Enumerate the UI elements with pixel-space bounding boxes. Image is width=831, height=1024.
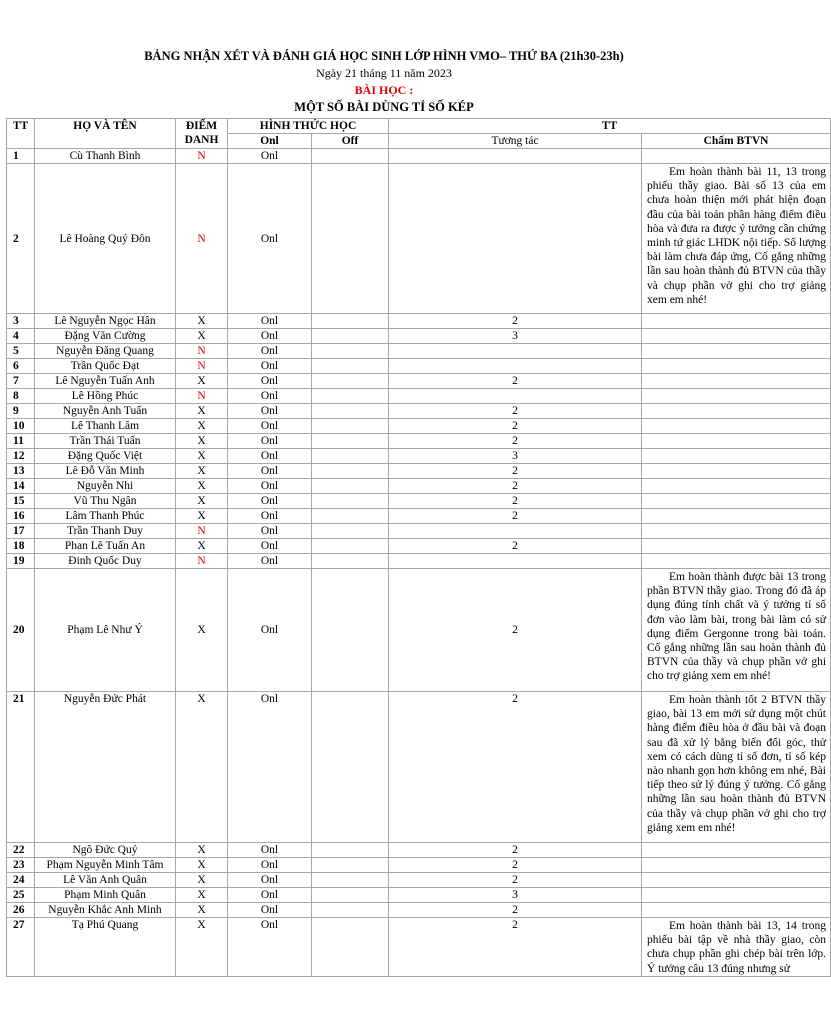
cell-homework-comment [642,419,831,434]
cell-interaction: 2 [389,374,642,389]
cell-name: Vũ Thu Ngân [35,494,176,509]
cell-attendance: X [176,692,228,843]
cell-attendance: N [176,524,228,539]
cell-attendance: N [176,554,228,569]
cell-tt: 6 [7,359,35,374]
cell-attendance: X [176,494,228,509]
cell-off [312,449,389,464]
cell-attendance: X [176,374,228,389]
cell-tt: 13 [7,464,35,479]
evaluation-table [6,118,831,977]
table-row [7,449,831,464]
col-off: Off [312,134,389,149]
cell-name: Nguyễn Anh Tuấn [35,404,176,419]
cell-off [312,329,389,344]
cell-onl: Onl [228,479,312,494]
cell-interaction: 3 [389,449,642,464]
cell-homework-comment [642,329,831,344]
table-row [7,858,831,873]
cell-name: Nguyễn Khắc Anh Minh [35,903,176,918]
table-row [7,329,831,344]
cell-attendance: X [176,873,228,888]
table-row [7,539,831,554]
table-row [7,692,831,843]
cell-attendance: X [176,888,228,903]
cell-tt: 12 [7,449,35,464]
cell-homework-comment [642,903,831,918]
table-row [7,389,831,404]
cell-interaction [389,389,642,404]
cell-onl: Onl [228,554,312,569]
cell-tt: 2 [7,164,35,314]
cell-name: Lê Nguyễn Tuấn Anh [35,374,176,389]
cell-homework-comment [642,858,831,873]
cell-homework-comment [642,873,831,888]
cell-onl: Onl [228,858,312,873]
cell-tt: 5 [7,344,35,359]
cell-onl: Onl [228,494,312,509]
table-row [7,374,831,389]
col-attendance: ĐIỂM DANH [176,119,228,149]
cell-interaction: 2 [389,479,642,494]
cell-tt: 22 [7,843,35,858]
cell-off [312,873,389,888]
col-homework: Chấm BTVN [642,134,831,149]
cell-onl: Onl [228,464,312,479]
cell-interaction [389,359,642,374]
cell-onl: Onl [228,374,312,389]
cell-tt: 4 [7,329,35,344]
cell-attendance: X [176,329,228,344]
cell-tt: 21 [7,692,35,843]
cell-off [312,374,389,389]
cell-tt: 8 [7,389,35,404]
cell-onl: Onl [228,843,312,858]
cell-attendance: X [176,509,228,524]
cell-onl: Onl [228,434,312,449]
cell-name: Nguyễn Đăng Quang [35,344,176,359]
cell-attendance: X [176,843,228,858]
cell-tt: 23 [7,858,35,873]
cell-off [312,149,389,164]
cell-name: Phan Lê Tuấn An [35,539,176,554]
cell-off [312,419,389,434]
cell-homework-comment [642,389,831,404]
cell-attendance: N [176,389,228,404]
cell-homework-comment [642,843,831,858]
col-interaction: Tương tác [389,134,642,149]
cell-interaction [389,524,642,539]
cell-name: Lê Hồng Phúc [35,389,176,404]
cell-name: Lê Hoàng Quý Đôn [35,164,176,314]
cell-tt: 3 [7,314,35,329]
cell-homework-comment [642,524,831,539]
cell-onl: Onl [228,359,312,374]
cell-name: Ngô Đức Quý [35,843,176,858]
cell-onl: Onl [228,389,312,404]
cell-interaction: 2 [389,314,642,329]
cell-interaction: 2 [389,918,642,977]
cell-attendance: N [176,344,228,359]
cell-onl: Onl [228,539,312,554]
cell-off [312,479,389,494]
table-row [7,494,831,509]
cell-onl: Onl [228,404,312,419]
cell-interaction: 3 [389,329,642,344]
cell-name: Phạm Minh Quân [35,888,176,903]
cell-interaction: 2 [389,692,642,843]
cell-onl: Onl [228,918,312,977]
cell-name: Đặng Văn Cường [35,329,176,344]
cell-attendance: X [176,918,228,977]
cell-attendance: X [176,314,228,329]
cell-tt: 15 [7,494,35,509]
table-row [7,149,831,164]
cell-onl: Onl [228,569,312,692]
cell-homework-comment: Em hoàn thành bài 11, 13 trong phiếu thầy giao. Bài số 13 của em chưa hoàn thiện mới phát hiện đoạn đầu của bài toán phần hàng điểm điều hòa và đưa ra được ý tưởng cần chứng minh tứ giác LHDK nội tiếp. Số lượng bài làm chưa đáp ứng, Cố gắng những lần sau hoàn thành đủ BTVN của thầy và chụp phần vở ghi cho trợ giảng xem em nhé! [642,164,831,314]
cell-attendance: X [176,479,228,494]
cell-tt: 10 [7,419,35,434]
table-row [7,918,831,977]
cell-interaction: 2 [389,873,642,888]
cell-off [312,539,389,554]
col-onl: Onl [228,134,312,149]
table-row [7,344,831,359]
cell-homework-comment [642,479,831,494]
cell-tt: 1 [7,149,35,164]
cell-off [312,164,389,314]
cell-name: Lê Thanh Lâm [35,419,176,434]
cell-off [312,404,389,419]
cell-name: Trần Thái Tuấn [35,434,176,449]
cell-homework-comment [642,494,831,509]
cell-interaction: 2 [389,434,642,449]
table-row [7,434,831,449]
cell-onl: Onl [228,314,312,329]
table-row [7,888,831,903]
cell-homework-comment [642,404,831,419]
cell-homework-comment [642,464,831,479]
cell-attendance: X [176,569,228,692]
cell-interaction: 2 [389,903,642,918]
cell-tt: 19 [7,554,35,569]
cell-tt: 18 [7,539,35,554]
cell-interaction [389,344,642,359]
cell-off [312,903,389,918]
cell-tt: 9 [7,404,35,419]
cell-interaction [389,149,642,164]
table-row [7,419,831,434]
cell-onl: Onl [228,888,312,903]
lesson-title: MỘT SỐ BÀI DÙNG TỈ SỐ KÉP [294,100,474,114]
cell-interaction: 2 [389,843,642,858]
cell-attendance: N [176,149,228,164]
cell-onl: Onl [228,164,312,314]
cell-name: Trần Thanh Duy [35,524,176,539]
cell-tt: 25 [7,888,35,903]
cell-onl: Onl [228,692,312,843]
cell-onl: Onl [228,149,312,164]
cell-homework-comment [642,434,831,449]
cell-off [312,344,389,359]
cell-homework-comment [642,509,831,524]
cell-off [312,692,389,843]
cell-interaction: 2 [389,858,642,873]
table-row [7,404,831,419]
table-row [7,569,831,692]
cell-name: Nguyễn Đức Phát [35,692,176,843]
table-row [7,524,831,539]
cell-interaction: 2 [389,494,642,509]
cell-off [312,569,389,692]
cell-tt: 27 [7,918,35,977]
cell-off [312,858,389,873]
lesson-label: BÀI HỌC : [354,83,414,97]
page-date: Ngày 21 tháng 11 năm 2023 [316,66,452,80]
cell-interaction: 2 [389,404,642,419]
cell-interaction: 2 [389,419,642,434]
cell-name: Đặng Quốc Việt [35,449,176,464]
cell-onl: Onl [228,524,312,539]
cell-attendance: X [176,419,228,434]
col-mode: HÌNH THỨC HỌC [228,119,389,134]
cell-tt: 24 [7,873,35,888]
cell-off [312,918,389,977]
cell-attendance: N [176,164,228,314]
cell-off [312,314,389,329]
cell-off [312,434,389,449]
cell-homework-comment [642,149,831,164]
cell-tt: 14 [7,479,35,494]
cell-attendance: X [176,858,228,873]
cell-name: Đinh Quốc Duy [35,554,176,569]
cell-name: Nguyễn Nhi [35,479,176,494]
cell-interaction: 2 [389,569,642,692]
cell-attendance: X [176,539,228,554]
cell-off [312,509,389,524]
cell-tt: 20 [7,569,35,692]
cell-tt: 11 [7,434,35,449]
cell-onl: Onl [228,449,312,464]
cell-off [312,359,389,374]
cell-tt: 7 [7,374,35,389]
table-row [7,873,831,888]
cell-onl: Onl [228,329,312,344]
col-tt: TT [7,119,35,149]
cell-name: Lê Nguyễn Ngọc Hân [35,314,176,329]
cell-off [312,494,389,509]
table-row [7,903,831,918]
cell-homework-comment: Em hoàn thành tốt 2 BTVN thầy giao, bài 13 em mới sử dụng một chút hàng điểm điều hòa ở đầu bài và đoạn sau đã xử lý bằng biến đổi góc, thử xem có cách dùng tỉ số đơn, tỉ số kép nào nhanh gọn hơn không em nhé, Bài tiếp theo sử lý đúng ý tưởng. Cố gắng những lần sau hoàn thành đủ BTVN của thầy và chụp phần vở ghi cho trợ giảng xem em nhé! [642,692,831,843]
cell-onl: Onl [228,344,312,359]
table-row [7,464,831,479]
cell-name: Phạm Lê Như Ý [35,569,176,692]
cell-off [312,389,389,404]
cell-name: Lê Đỗ Văn Minh [35,464,176,479]
cell-homework-comment: Em hoàn thành được bài 13 trong phần BTVN thầy giao. Trong đó đã áp dụng đúng tính chất và ý tưởng tỉ số đơn vào làm bài, trong bài làm có sử dụng điểm Gergonne trong bài toán. Cố gắng những lần sau hoàn thành đủ BTVN của thầy và chụp phần vở ghi cho trợ giảng xem em nhé! [642,569,831,692]
cell-name: Phạm Nguyễn Minh Tâm [35,858,176,873]
cell-attendance: X [176,404,228,419]
cell-tt: 17 [7,524,35,539]
cell-name: Tạ Phú Quang [35,918,176,977]
cell-onl: Onl [228,903,312,918]
cell-off [312,524,389,539]
cell-homework-comment [642,359,831,374]
cell-attendance: N [176,359,228,374]
table-row [7,314,831,329]
cell-off [312,843,389,858]
page-title: BẢNG NHẬN XÉT VÀ ĐÁNH GIÁ HỌC SINH LỚP HÌNH VMO– THỨ BA (21h30-23h) [144,49,624,63]
cell-interaction [389,164,642,314]
cell-attendance: X [176,464,228,479]
cell-homework-comment [642,449,831,464]
table-row [7,164,831,314]
cell-homework-comment [642,374,831,389]
cell-off [312,554,389,569]
cell-interaction: 2 [389,539,642,554]
cell-homework-comment [642,344,831,359]
cell-homework-comment: Em hoàn thành bài 13, 14 trong phiếu bài tập về nhà thầy giao, còn chưa chụp phần ghi chép bài trên lớp. Ý tưởng câu 13 đúng nhưng sử [642,918,831,977]
cell-homework-comment [642,314,831,329]
table-body [7,149,831,977]
cell-homework-comment [642,888,831,903]
table-row [7,843,831,858]
table-row [7,359,831,374]
col-name: HỌ VÀ TÊN [35,119,176,149]
cell-homework-comment [642,539,831,554]
cell-name: Trần Quốc Đạt [35,359,176,374]
col-tt2: TT [389,119,831,134]
cell-off [312,888,389,903]
cell-name: Lâm Thanh Phúc [35,509,176,524]
cell-tt: 26 [7,903,35,918]
cell-interaction [389,554,642,569]
cell-off [312,464,389,479]
table-row [7,479,831,494]
cell-onl: Onl [228,509,312,524]
cell-homework-comment [642,554,831,569]
table-row [7,509,831,524]
cell-interaction: 3 [389,888,642,903]
cell-onl: Onl [228,419,312,434]
cell-tt: 16 [7,509,35,524]
cell-name: Cù Thanh Bình [35,149,176,164]
cell-name: Lê Văn Anh Quân [35,873,176,888]
cell-attendance: X [176,449,228,464]
table-row [7,554,831,569]
cell-attendance: X [176,903,228,918]
cell-attendance: X [176,434,228,449]
cell-interaction: 2 [389,509,642,524]
cell-onl: Onl [228,873,312,888]
cell-interaction: 2 [389,464,642,479]
